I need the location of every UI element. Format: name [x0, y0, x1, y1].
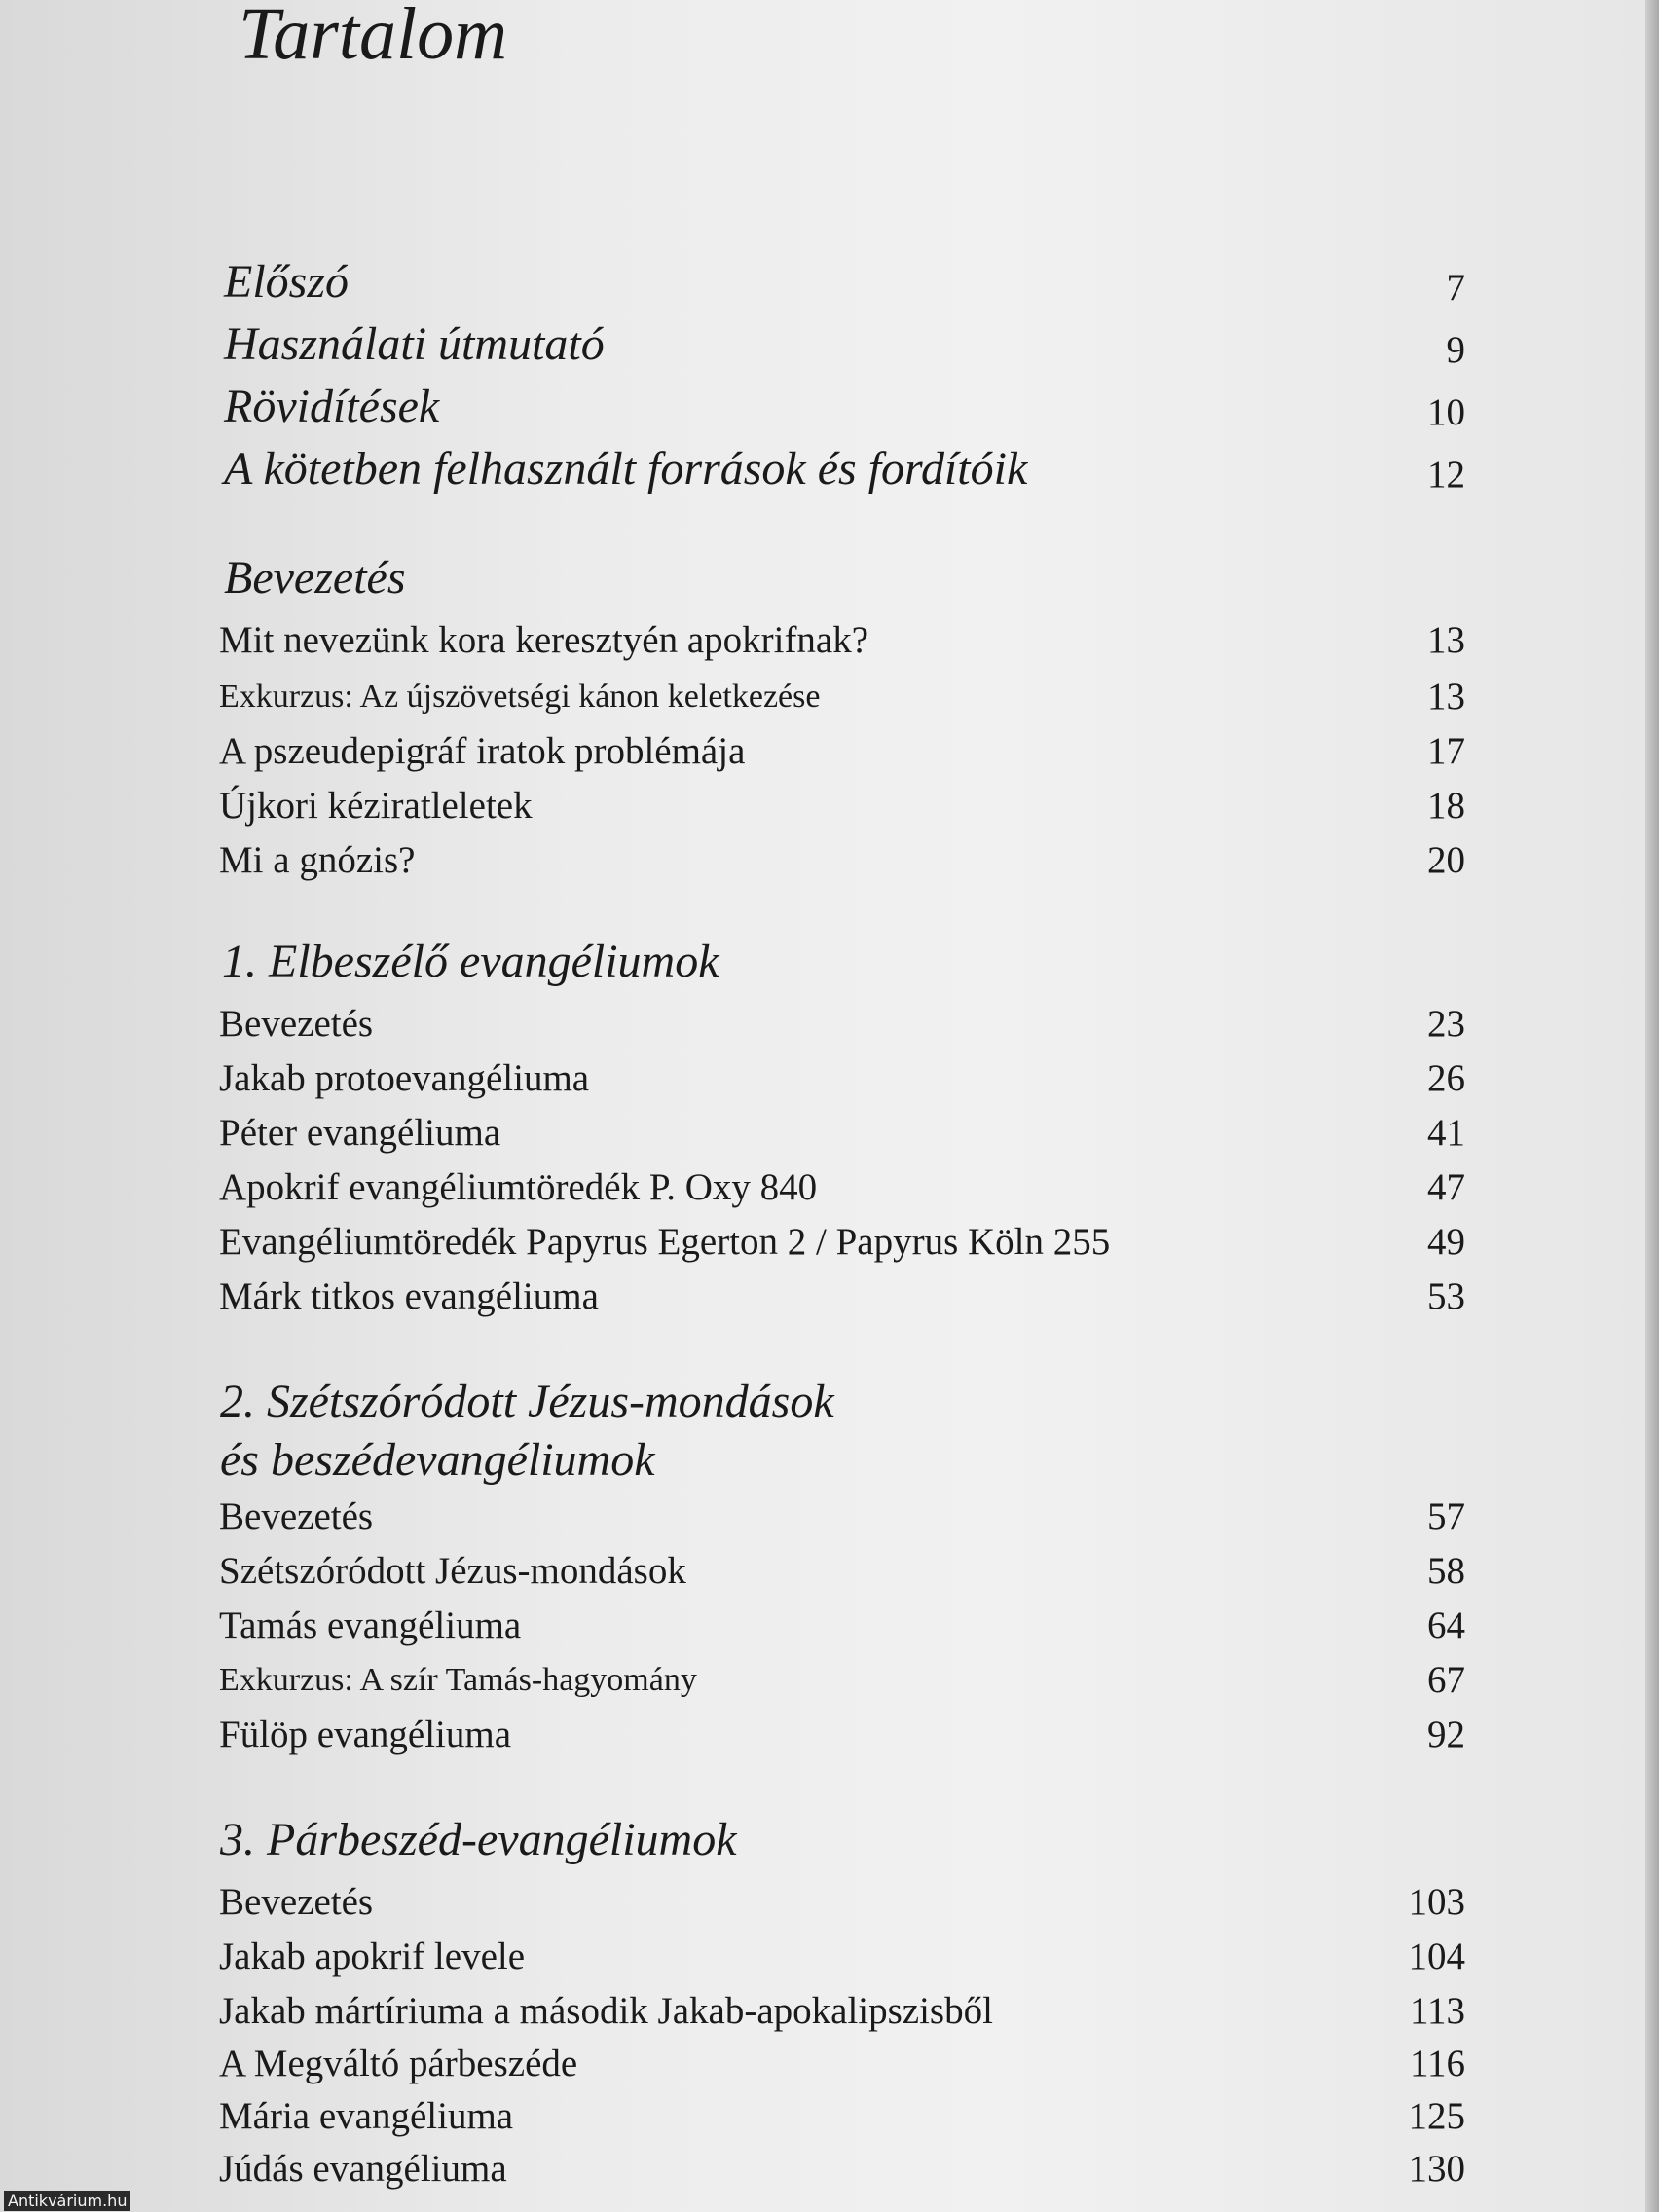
toc-entry-title: Jakab protoevangéliuma [219, 1057, 590, 1099]
toc-entry-title: Apokrif evangéliumtöredék P. Oxy 840 [219, 1166, 818, 1208]
section-heading-continued: és beszédevangéliumok [220, 1434, 655, 1486]
toc-entry-title: Márk titkos evangéliuma [219, 1275, 599, 1317]
toc-entry-title: Bevezetés [219, 1881, 374, 1923]
toc-item [219, 2091, 1465, 2142]
toc-item [219, 1108, 1465, 1159]
toc-entry-title: Fülöp evangéliuma [219, 1714, 512, 1755]
toc-entry-page: 13 [1427, 676, 1465, 718]
toc-item [219, 1655, 1465, 1706]
toc-entry-title: Péter evangéliuma [219, 1112, 501, 1154]
toc-entry-title: Rövidítések [224, 381, 440, 432]
section-heading: 1. Elbeszélő evangéliumok [222, 936, 719, 987]
toc-item [219, 1986, 1465, 2037]
toc-entry-title: Júdás evangéliuma [219, 2148, 507, 2190]
toc-front-item [224, 317, 1465, 372]
toc-entry-title: Mi a gnózis? [219, 839, 416, 881]
toc-item [219, 2144, 1465, 2194]
toc-entry-page: 113 [1409, 1990, 1465, 2032]
toc-front-item [224, 380, 1465, 434]
toc-entry-title: Jakab apokrif levele [219, 1936, 526, 1977]
toc-entry-title: Exkurzus: Az újszövetségi kánon keletkezése [219, 679, 821, 715]
toc-entry-page: 57 [1427, 1495, 1465, 1537]
section-heading: 2. Szétszóródott Jézus-mondások [220, 1376, 834, 1427]
toc-entry-title: Bevezetés [219, 1003, 374, 1045]
section-heading: Bevezetés [224, 552, 406, 604]
toc-entry-page: 49 [1427, 1221, 1465, 1263]
toc-front-item [224, 442, 1465, 497]
toc-entry-page: 64 [1427, 1604, 1465, 1646]
toc-entry-title: Mit nevezünk kora keresztyén apokrifnak? [219, 619, 869, 661]
toc-entry-page: 12 [1427, 454, 1465, 496]
toc-entry-page: 23 [1427, 1003, 1465, 1045]
page-title: Tartalom [239, 0, 507, 75]
toc-entry-page: 67 [1427, 1659, 1465, 1701]
toc-entry-title: Bevezetés [219, 1495, 374, 1537]
toc-item [219, 1217, 1465, 1268]
toc-item [219, 1492, 1465, 1542]
toc-entry-page: 20 [1427, 839, 1465, 881]
toc-front-item [224, 255, 1465, 310]
toc-item [219, 1272, 1465, 1322]
toc-entry-page: 116 [1409, 2043, 1465, 2084]
toc-entry-title: Mária evangéliuma [219, 2095, 514, 2137]
toc-entry-page: 130 [1408, 2148, 1465, 2190]
toc-item [219, 1546, 1465, 1597]
toc-entry-title: A Megváltó párbeszéde [219, 2043, 578, 2084]
toc-item [219, 672, 1465, 722]
toc-entry-title: Szétszóródott Jézus-mondások [219, 1550, 686, 1592]
toc-entry-page: 103 [1408, 1881, 1465, 1923]
toc-entry-page: 26 [1427, 1057, 1465, 1099]
toc-entry-page: 10 [1427, 391, 1465, 433]
toc-item [219, 1710, 1465, 1760]
toc-item [219, 1162, 1465, 1213]
toc-item [219, 781, 1465, 831]
toc-entry-title: Használati útmutató [224, 318, 605, 370]
toc-item [219, 615, 1465, 666]
toc-entry-page: 47 [1427, 1166, 1465, 1208]
toc-entry-page: 13 [1427, 619, 1465, 661]
toc-entry-title: Evangéliumtöredék Papyrus Egerton 2 / Papyrus Köln 255 [219, 1221, 1111, 1263]
section-heading: 3. Párbeszéd-evangéliumok [220, 1814, 737, 1865]
toc-entry-page: 7 [1446, 267, 1465, 309]
toc-entry-page: 9 [1446, 329, 1465, 371]
toc-item [219, 1053, 1465, 1104]
toc-entry-page: 17 [1427, 730, 1465, 772]
toc-entry-title: A pszeudepigráf iratok problémája [219, 730, 746, 772]
toc-entry-page: 58 [1427, 1550, 1465, 1592]
toc-item [219, 1932, 1465, 1982]
toc-entry-title: Jakab mártíriuma a második Jakab-apokalipszisből [219, 1990, 993, 2032]
toc-entry-title: Tamás evangéliuma [219, 1604, 522, 1646]
toc-entry-page: 125 [1408, 2095, 1465, 2137]
toc-entry-page: 41 [1427, 1112, 1465, 1154]
toc-entry-page: 92 [1427, 1714, 1465, 1755]
toc-item [219, 1877, 1465, 1928]
toc-entry-title: A kötetben felhasznált források és fordítóik [224, 443, 1028, 495]
toc-entry-title: Újkori kéziratleletek [219, 785, 533, 827]
toc-item [219, 835, 1465, 886]
toc-entry-page: 104 [1408, 1936, 1465, 1977]
toc-entry-page: 18 [1427, 785, 1465, 827]
toc-item [219, 726, 1465, 777]
toc-entry-title: Exkurzus: A szír Tamás-hagyomány [219, 1662, 697, 1698]
watermark-label: Antikvárium.hu [4, 2191, 130, 2211]
toc-item [219, 1601, 1465, 1651]
toc-item [219, 999, 1465, 1050]
toc-entry-page: 53 [1427, 1275, 1465, 1317]
toc-entry-title: Előszó [224, 256, 350, 308]
toc-item [219, 2039, 1465, 2089]
